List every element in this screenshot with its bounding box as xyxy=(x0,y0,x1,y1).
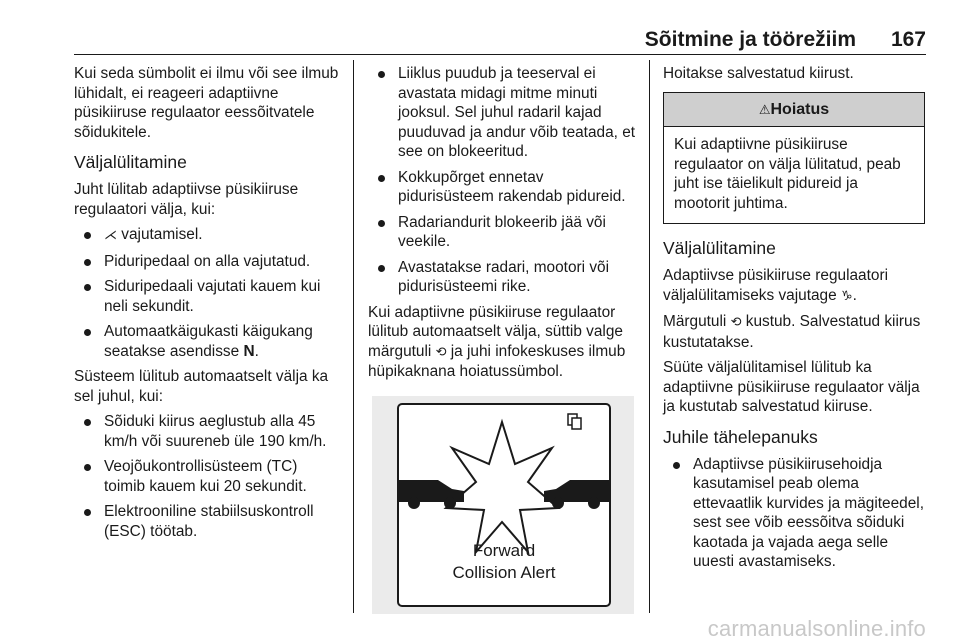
paragraph-text: Adaptiivse püsikiiruse regulaatori väljalülitamiseks vajutage xyxy=(663,267,888,304)
list-item: Veojõukontrollisüsteem (TC) toimib kauem kui 20 sekundit. xyxy=(74,457,342,496)
stored-speed-paragraph: Hoitakse salvestatud kiirust. xyxy=(663,65,854,82)
list-item xyxy=(74,225,342,246)
page-number: 167 xyxy=(890,28,926,51)
list-item: Adaptiivse püsikiirusehoidja kasutamisel peab olema ettevaatlik kurvides ja mägiteedel, sest see võib eessõitva sõiduki kaotada ja vajada aega selle uuesti avastamiseks. xyxy=(663,455,925,572)
ignition-off-paragraph: Süüte väljalülitamisel lülitub ka adaptiivne püsikiiruse regulaator välja ja kustutab salvestatud kiiruse. xyxy=(663,359,920,415)
gear-position-n: N xyxy=(243,342,255,360)
column-2 xyxy=(368,64,638,614)
list-item: Elektrooniline stabiilsuskontroll (ESC) töötab. xyxy=(74,502,342,541)
paragraph-text: . xyxy=(852,286,857,304)
list-item-text: Automaatkäigukasti käigukang seatakse asendisse xyxy=(104,323,313,360)
paragraph-text: kustub. Salvestatud kiirus kustutatakse. xyxy=(663,313,921,351)
intro-paragraph: Kui seda sümbolit ei ilmu või see ilmub lühidalt, ei reageeri adaptiivne püsikiiruse regulaator eessõitvatele sõidukitele. xyxy=(74,65,339,141)
cruise-cancel-icon: ⋌ xyxy=(104,228,117,243)
auto-deactivation-result-paragraph xyxy=(368,303,638,382)
warning-box xyxy=(663,92,925,225)
auto-deactivation-list xyxy=(74,412,342,541)
warning-text: Kui adaptiivne püsikiiruse regulaator on välja lülitatud, peab juht ise täielikult pidureid ja mootorit juhtima. xyxy=(674,136,901,212)
list-item: Kokkupõrget ennetav pidurisüsteem rakendab pidureid. xyxy=(368,168,638,207)
column-1 xyxy=(74,64,342,547)
section-heading-driver-notes: Juhile tähelepanuks xyxy=(663,426,818,447)
list-item: Avastatakse radari, mootori või pidurisüsteemi rike. xyxy=(368,258,638,297)
column-divider-1 xyxy=(353,60,354,613)
list-item: Siduripedaali vajutati kauem kui neli sekundit. xyxy=(74,277,342,316)
driver-notes-list xyxy=(663,455,925,572)
warning-title: Hoiatus xyxy=(770,100,830,118)
forward-collision-alert-figure xyxy=(372,396,634,614)
column-divider-2 xyxy=(649,60,650,613)
auto-deactivation-paragraph: Süsteem lülitub automaatselt välja ka sel juhul, kui: xyxy=(74,368,329,405)
figure-caption-line1: Forward xyxy=(472,540,536,560)
warning-header xyxy=(664,93,924,128)
page-title: Sõitmine ja töörežiim xyxy=(644,28,856,51)
deactivation-instruction-paragraph xyxy=(663,266,925,306)
list-item: Sõiduki kiirus aeglustub alla 45 km/h või suureneb üle 190 km/h. xyxy=(74,412,342,451)
watermark: carmanualsonline.info xyxy=(707,616,926,641)
cruise-indicator-icon: ⟲ xyxy=(730,315,742,330)
paragraph-text: ja juhi infokeskuses ilmub hüpikaknana hoiatussümbol. xyxy=(368,342,626,380)
section-heading-deactivation-2: Väljalülitamine xyxy=(663,238,776,258)
list-item xyxy=(74,322,342,361)
list-item: Radariandurit blokeerib jää või veekile. xyxy=(368,213,638,252)
driver-deactivation-list xyxy=(74,225,342,361)
cruise-button-icon: ♑ xyxy=(840,288,853,304)
page-header xyxy=(74,20,926,55)
paragraph-text: Märgutuli xyxy=(663,313,731,330)
driver-deactivation-paragraph: Juht lülitab adaptiivse püsikiiruse regulaatori välja, kui: xyxy=(74,181,299,218)
section-heading-deactivation: Väljalülitamine xyxy=(74,152,187,172)
figure-caption-line2: Collision Alert xyxy=(452,562,556,582)
indicator-off-paragraph xyxy=(663,312,925,352)
list-item: Piduripedaal on alla vajutatud. xyxy=(74,252,342,272)
forward-collision-alert-graphic xyxy=(372,396,634,614)
figure-container xyxy=(368,396,638,614)
list-item: Liiklus puudub ja teeserval ei avastata midagi mitme minuti jooksul. Sel juhul radaril kajad puuduvad ja andur võib teatada, et see on blokeeritud. xyxy=(368,64,638,162)
auto-deactivation-list-continued xyxy=(368,64,638,297)
paragraph-text: Kui adaptiivne püsikiiruse regulaator lülitub automaatselt välja, süttib valge märgutuli xyxy=(368,303,623,360)
list-item-text: vajutamisel. xyxy=(117,226,203,243)
cruise-indicator-icon: ⟲ xyxy=(435,344,447,360)
column-3 xyxy=(663,64,925,578)
warning-triangle-icon: ⚠ xyxy=(758,102,771,118)
list-item-end: . xyxy=(254,342,259,360)
